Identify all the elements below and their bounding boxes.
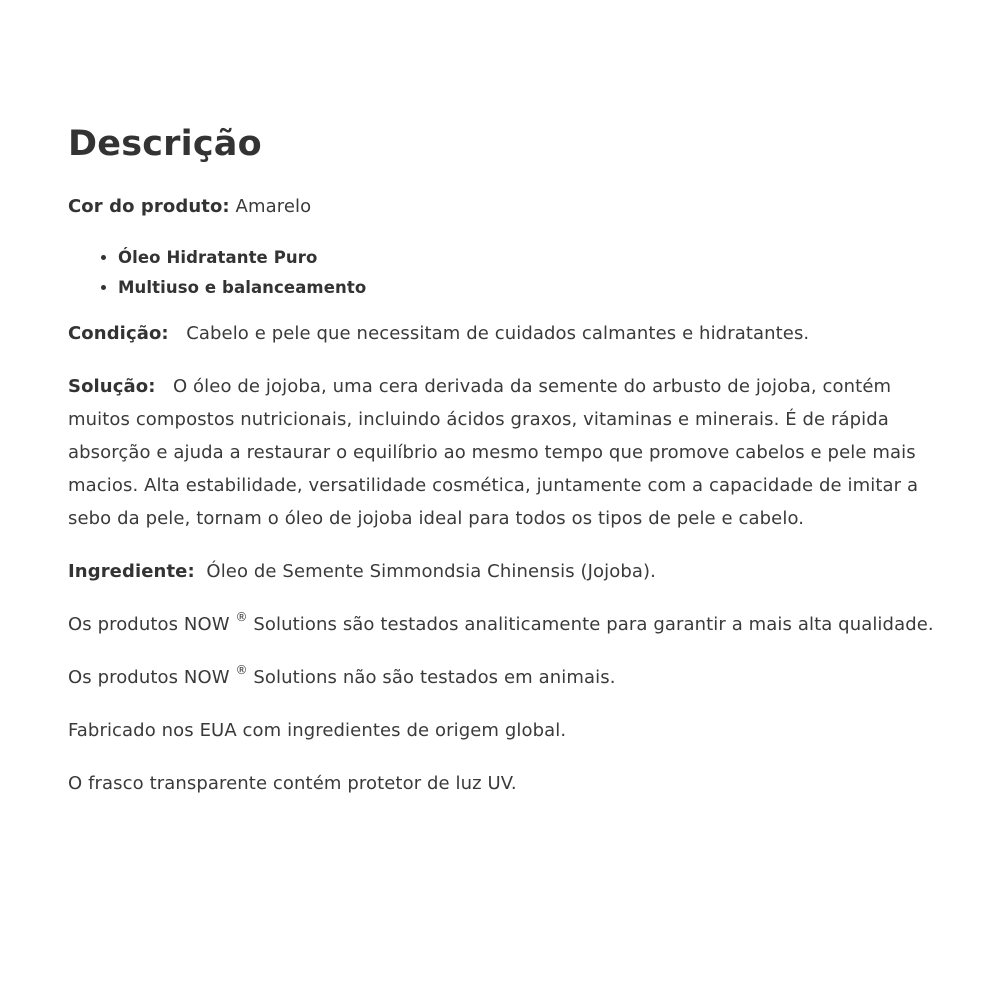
tested-prefix: Os produtos NOW: [68, 614, 236, 635]
feature-item: • Óleo Hidratante Puro: [118, 243, 938, 273]
tested-suffix: Solutions são testados analiticamente para garantir a mais alta qualidade.: [247, 614, 934, 635]
manufactured-paragraph: Fabricado nos EUA com ingredientes de origem global.: [68, 720, 567, 741]
condition-paragraph: [68, 317, 938, 350]
feature-list: [68, 243, 938, 303]
condition-text: Cabelo e pele que necessitam de cuidados calmantes e hidratantes.: [168, 323, 810, 344]
solution-label: Solução:: [68, 376, 156, 397]
animals-prefix: Os produtos NOW: [68, 667, 236, 688]
solution-paragraph: [68, 370, 938, 535]
product-color: [68, 190, 938, 223]
animals-paragraph: [68, 661, 938, 694]
description-title: Descrição: [68, 124, 262, 164]
product-description: [68, 118, 938, 820]
product-color-value: Amarelo: [229, 196, 312, 217]
product-color-label: Cor do produto:: [68, 196, 230, 217]
tested-paragraph: [68, 608, 938, 641]
solution-text: O óleo de jojoba, uma cera derivada da semente do arbusto de jojoba, contém muitos compostos nutricionais, incluindo ácidos graxos, vitaminas e minerais. É de rápida absorção e ajuda a restaurar o equilíbrio ao mesmo tempo que promove cabelos e pele mais macios. Alta estabilidade, versatilidade cosmética, juntamente com a capacidade de imitar a sebo da pele, tornam o óleo de jojoba ideal para todos os tipos de pele e cabelo.: [68, 376, 924, 529]
animals-suffix: Solutions não são testados em animais.: [247, 667, 616, 688]
registered-mark: ®: [235, 663, 248, 677]
ingredient-text: Óleo de Semente Simmondsia Chinensis (Jojoba).: [194, 561, 656, 582]
registered-mark: ®: [235, 610, 248, 624]
ingredient-label: Ingrediente:: [68, 561, 195, 582]
bottle-paragraph: O frasco transparente contém protetor de luz UV.: [68, 773, 517, 794]
condition-label: Condição:: [68, 323, 169, 344]
ingredient-paragraph: [68, 555, 938, 588]
feature-item: • Multiuso e balanceamento: [118, 273, 938, 303]
